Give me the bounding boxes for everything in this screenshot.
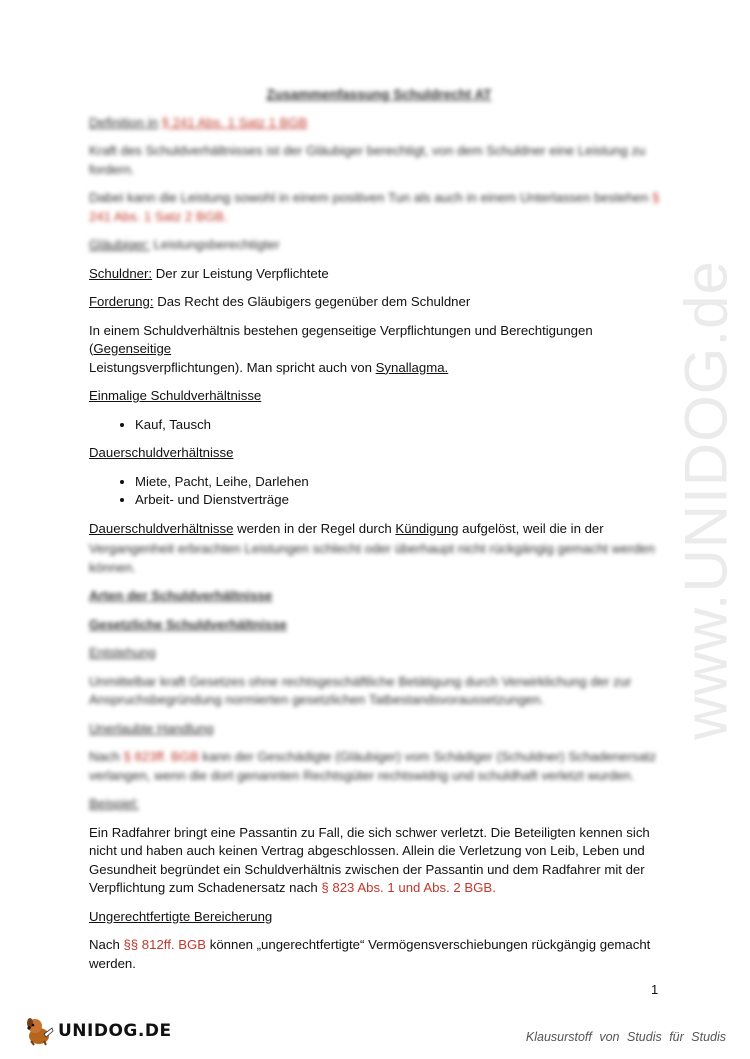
paragraph-3-b: Leistungsverpflichtungen [89,359,235,375]
glaeubiger-label: Gläubiger: [89,237,150,252]
list-item: • Miete, Pacht, Leihe, Darlehen [135,473,669,492]
schuldner-label: Schuldner: [89,265,153,281]
beispiel-ref: § 823 Abs. 1 und Abs. 2 BGB. [321,880,496,895]
list-item: • Kauf, Tausch [135,416,669,435]
bereicherung-heading: Ungerechtfertigte Bereicherung [89,908,273,924]
dauer-heading: Dauerschuldverhältnisse [89,445,234,460]
unerlaubte-text: kann der Geschädigte (Gläubiger) vom Schädiger (Schuldner) Schadenersatz verlangen, wenn die dort genannten Rechtsgüter rechtswidrig und schuldhaft verletzt wurden. [89,749,657,783]
bereicherung-paragraph [89,936,669,973]
bereicherung-pre: Nach [89,937,124,952]
dauer-paragraph [89,520,669,539]
page-number: 1 [651,982,659,997]
glaeubiger-text: Leistungsberechtigter [153,237,280,252]
paragraph-3-c: ). Man spricht auch von [234,359,376,375]
unerlaubte-paragraph [89,748,669,785]
definition-label: Definition in [89,114,158,130]
list-item: • Arbeit- und Dienstverträge [135,491,669,510]
beispiel-paragraph [89,824,669,898]
page-title: Zusammenfassung Schuldrecht AT [266,87,492,102]
beispiel-heading: Beispiel: [89,796,139,811]
unerlaubte-heading: Unerlaubte Handlung [89,720,214,736]
entstehung-heading: Entstehung [89,645,156,660]
beispiel-text: Ein Radfahrer bringt eine Passantin zu Fall, die sich schwer verletzt. Die Beteiligten kennen sich nicht und haben auch keinen Vertrag abgeschlossen. Allein die Verletzung von Leib, Leben und Gesundheit begründet ein Schuldverhältnis zwischen der Passantin und dem Radfahrer mit der Verpflichtung zum Schadenersatz nach [89,824,650,895]
paragraph-2 [89,189,669,226]
unerlaubte-ref: § 823ff. BGB [123,749,199,764]
paragraph-3-a: In einem Schuldverhältnis bestehen gegenseitige Verpflichtungen und Berechtigungen ( [89,322,593,356]
dauer-link: Dauerschuldverhältnisse [89,520,234,536]
document-content [89,86,669,983]
schuldner-text: Der zur Leistung Verpflichtete [155,265,329,281]
paragraph-2-ref: § 241 Abs. 1 Satz 2 BGB. [89,190,660,224]
arten-heading: Arten der Schuldverhältnisse [89,588,273,603]
forderung-text: Das Recht des Gläubigers gegenüber dem Schuldner [157,294,471,309]
unidog-logo [22,1013,172,1049]
unerlaubte-pre: Nach [89,749,120,764]
gegenseitige-link: Gegenseitige [93,341,172,356]
footer-slogan: Klausurstoff von Studis für Studis [525,1030,726,1044]
kuendigung-link: Kündigung [395,520,459,536]
definition-ref: § 241 Abs. 1 Satz 1 BGB [161,114,308,130]
paragraph-2-text: Dabei kann die Leistung sowohl in einem positiven Tun als auch in einem Unterlassen bestehen [89,190,649,205]
entstehung-text: Unmittelbar kraft Gesetzes ohne rechtsgeschäftliche Betätigung durch Verwirklichung der zur Anspruchsbegründung normierten gesetzlichen Tatbestandsvoraussetzungen. [89,673,632,707]
bereicherung-text: können „ungerechtfertigte“ Vermögensverschiebungen rückgängig gemacht werden. [89,937,651,971]
synallagma-link: Synallagma. [375,359,449,375]
dauer-paragraph-blurred: Vergangenheit erbrachten Leistungen schlecht oder überhaupt nicht rückgängig gemacht werden können. [89,541,655,575]
dog-mascot-icon [22,1014,56,1048]
einmalige-heading: Einmalige Schuldverhältnisse [89,388,262,403]
bereicherung-ref: §§ 812ff. BGB [123,937,207,952]
einmalige-list [89,416,669,435]
dauer-text-b: aufgelöst, weil die in der [458,520,604,536]
glaeubiger-line [89,236,669,255]
paragraph-1: Kraft des Schuldverhältnisses ist der Gläubiger berechtigt, von dem Schuldner eine Leistung zu fordern. [89,143,646,177]
logo-text: UNIDOG.DE [58,1021,172,1041]
dauer-text-a: werden in der Regel durch [233,520,396,536]
schuldner-line [89,265,669,284]
dauer-list [89,473,669,510]
definition-line [89,114,669,133]
paragraph-3 [89,322,669,378]
forderung-line [89,293,669,312]
gesetzliche-heading: Gesetzliche Schuldverhältnisse [89,616,287,632]
forderung-label: Forderung: [89,294,154,309]
watermark: www.UNIDOG.de [672,260,740,740]
